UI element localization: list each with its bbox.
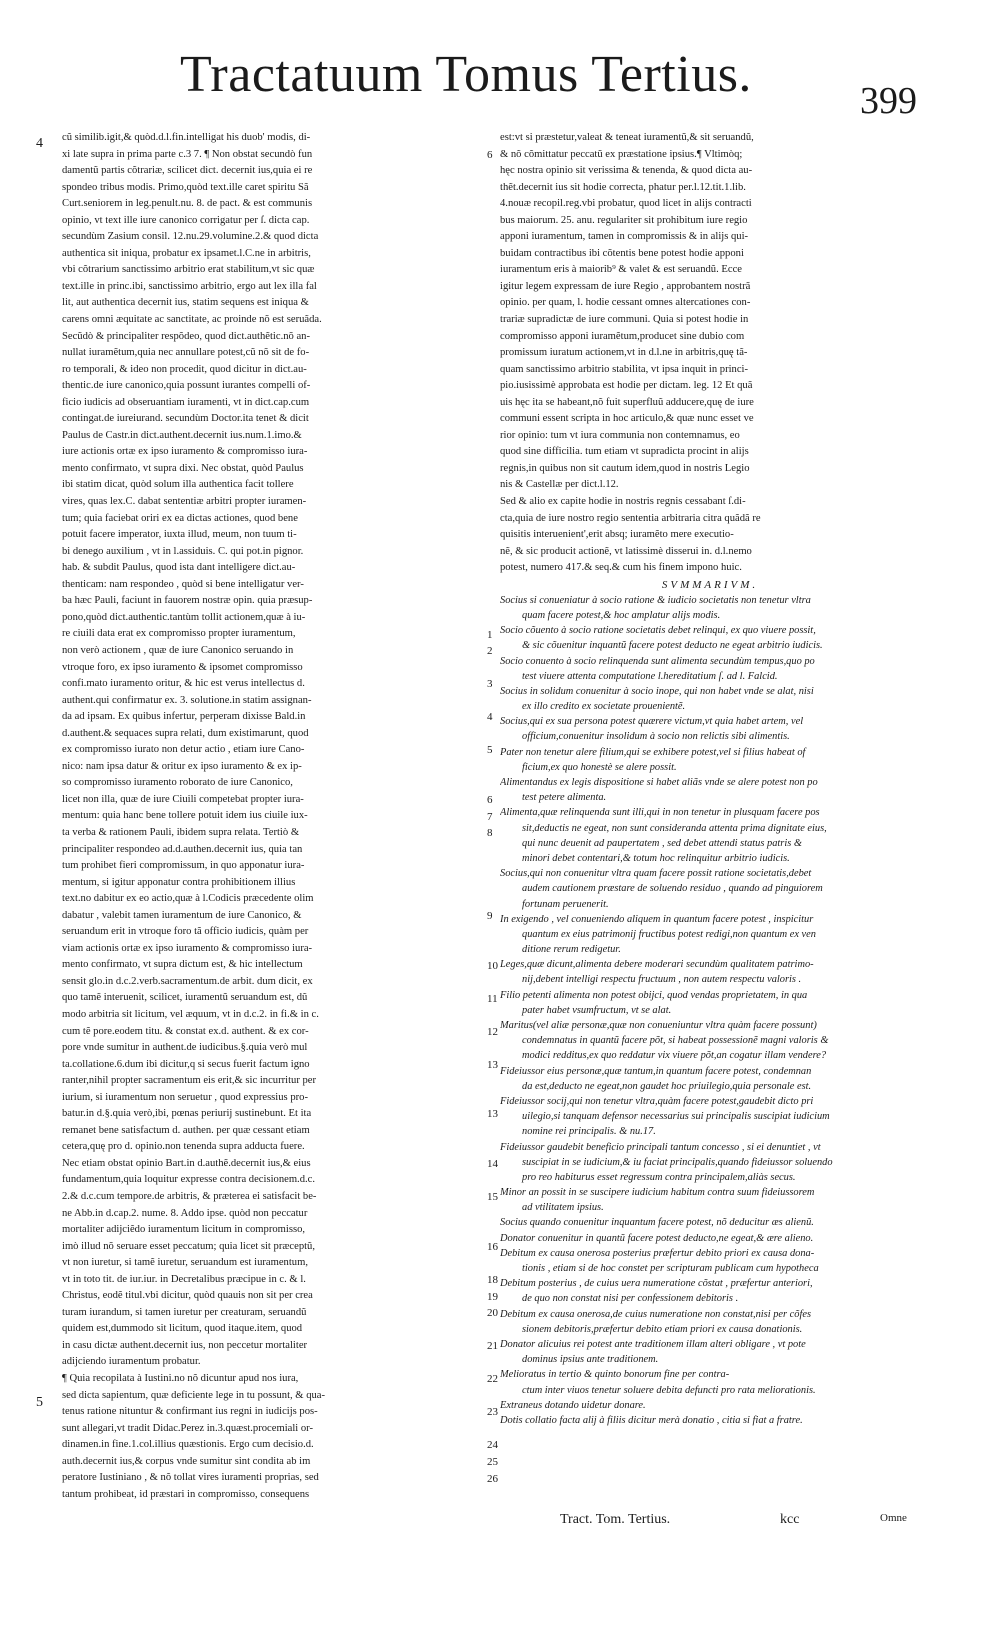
text-line: 4.nouæ recopil.reg.vbi probatur, quod licet in alijs contracti: [500, 198, 752, 210]
summary-line: Minor an possit in se suscipere iudicium habitum contra suum fideiussorem: [500, 1187, 815, 1199]
text-line: pono,quòd dict.authentic.tantùm tollit actionem,quæ à iu-: [62, 611, 306, 623]
text-line: imò illud nõ seruare esset peccatum; quia licet sit præceptũ,: [62, 1240, 315, 1252]
text-line: quam sanctissimo arbitrio stabilita, vt ipsa inquit in princi-: [500, 363, 749, 375]
text-line: vires, quas lex.C. dabat sententiæ arbitri propter iuramen-: [62, 496, 307, 508]
text-line: quod sine difficilia. tum etiam vt supradicta procint in alijs: [500, 446, 749, 458]
text-line: confi.mato iuramento oritur, & hic est verus intellectus d.: [62, 678, 305, 690]
summary-line: Dotis collatio facta alij à filiis dicitur merà donatio , citia si fiat a fratre.: [500, 1414, 803, 1426]
margin-number: 5: [487, 744, 493, 757]
margin-number: 2: [487, 645, 493, 658]
text-line: mentum, si igitur apponatur contra prohibitionem illius: [62, 876, 296, 888]
right-column: [500, 130, 920, 1428]
summary-item: [500, 1215, 920, 1230]
summary-item: [500, 1140, 920, 1186]
text-line: Christus, eodẽ titul.vbi dicitur, quòd quauis non sit per crea: [62, 1290, 313, 1302]
margin-number: 6: [487, 148, 493, 161]
summary-item: [500, 1413, 920, 1428]
text-line: contingat.de iureiurand. secundùm Doctor.ita tenet & dicit: [62, 413, 309, 425]
margin-number: 3: [487, 678, 493, 691]
text-line: tum; quia faciebat oriri ex ea dictas actiones, quod bene: [62, 512, 298, 524]
summary-line: Fideiussor gaudebit beneficio principali tantum concesso , si ei denuntiet , vt: [500, 1141, 821, 1153]
text-line: nis & Castellæ per dict.l.12.: [500, 479, 619, 491]
text-line: ¶ Quia recopilata à Iustini.no nõ dicuntur apud nos iura,: [62, 1373, 299, 1385]
text-line: compromisso apponi iuramẽtum,producet sine dubio com: [500, 330, 745, 342]
summary-item: [500, 1246, 920, 1276]
summary-line: suscipiat in se iudicium,& iu faciat principalis,quando fideiussor soluendo: [522, 1156, 833, 1168]
text-line: adijciendo iuramentum probatur.: [62, 1356, 201, 1368]
text-line: modo arbitria sit licitum, vel æquum, vt in d.c.2. in fi.& in c.: [62, 1008, 319, 1020]
summary-line: tionis , etiam si de hoc constet per scripturam publicam cum hypotheca: [522, 1263, 819, 1275]
summary-line: pater habet vsumfructum, vt se alat.: [522, 1004, 672, 1016]
summary-item: [500, 1094, 920, 1140]
text-line: trariæ supradictæ de iure communi. Quia si potest hodie in: [500, 314, 749, 326]
page-number: 399: [860, 80, 917, 122]
summary-item: [500, 1064, 920, 1094]
text-line: thenticam: nam respondeo , quòd si bene intelligatur ver-: [62, 578, 304, 590]
text-line: damentũ partis cõtrariæ, scilicet dict. decernit ius,quia ei re: [62, 165, 313, 177]
text-line: in casu dictæ authent.decernit ius, non peccetur mortaliter: [62, 1339, 308, 1351]
text-line: vt in toto tit. de iur.iur. in Decretalibus præcipue in c. & l.: [62, 1273, 306, 1285]
summary-line: Fideiussor socij,qui non tenetur vltra,quàm facere potest,gaudebit dicto pri: [500, 1095, 814, 1107]
margin-number: 8: [487, 827, 493, 840]
summary-line: pro reo habiturus esset regressum contra principalem,aliàs secus.: [522, 1171, 796, 1183]
page-title: Tractatuum Tomus Tertius.: [180, 46, 752, 103]
margin-number: 1: [487, 628, 493, 641]
summary-line: Alimentandus ex legis dispositione si habet aliãs vnde se alere potest non po: [500, 777, 818, 789]
summary-line: Debitum posterius , de cuius uera numeratione cõstat , præfertur anteriori,: [500, 1278, 813, 1290]
text-line: est:vt si præstetur,valeat & teneat iuramentũ,& sit seruandũ,: [500, 132, 754, 143]
margin-number: 16: [487, 1240, 498, 1253]
side-mark-top: 4: [36, 136, 43, 151]
text-line: ficio iudicis ad obseruantiam iuramenti, vt in dict.cap.cum: [62, 396, 310, 408]
summary-line: Fideiussor eius personæ,quæ tantum,in quantum facere potest, condemnan: [500, 1065, 812, 1077]
text-line: tenus ratione nituntur & confirmant ius regni in iudicijs pos-: [62, 1406, 318, 1418]
text-line: promissum iuratum actionem,vt in d.l.ne in arbitris,quę tã-: [500, 347, 748, 359]
summary-line: fortunam peruenerit.: [522, 898, 609, 910]
running-head: [180, 40, 752, 110]
margin-number: 13: [487, 1108, 498, 1121]
text-line: remanet bene satisfactum d. authen. per quæ cessant etiam: [62, 1124, 310, 1136]
summary-line: ficium,ex quo honestè se alere possit.: [522, 761, 677, 773]
summary-line: Socius,qui ex sua persona potest quærere victum,vt quia habet artem, vel: [500, 716, 804, 728]
summary-item: [500, 1231, 920, 1246]
text-line: lit, aut authentica decernit ius, statim sequens est iniqua &: [62, 297, 309, 309]
summary-item: [500, 623, 920, 653]
margin-number: 26: [487, 1472, 498, 1485]
text-line: principaliter respondeo ad.d.authen.decernit ius, quia tan: [62, 843, 303, 855]
summary-line: Donator alicuius rei potest ante traditionem illam alteri obligare , vt pote: [500, 1338, 806, 1350]
footer-signature: kcc: [780, 1512, 800, 1527]
margin-number: 23: [487, 1406, 498, 1419]
summary-line: officium,conuenitur insolidum à socio non relictis sibi alimentis.: [522, 731, 790, 743]
footer-running-title: Tract. Tom. Tertius.: [560, 1512, 671, 1527]
summary-line: Socius,qui non conuenitur vltra quam facere possit ratione societatis,debet: [500, 868, 812, 880]
text-line: opinio. per quam, l. hodie cessant omnes altercationes con-: [500, 297, 751, 309]
text-line: pio.iusissimè approbata est hodie per dictam. leg. 12 Et quã: [500, 380, 753, 392]
summary-item: [500, 593, 920, 623]
text-line: thentic.de iure canonico,quia possunt iurantes compelli of-: [62, 380, 311, 392]
text-line: dinamen.in fine.1.col.illius quæstionis. Ergo cum decisio.d.: [62, 1439, 314, 1451]
text-line: sensit glo.in d.c.2.verb.sacramentum.de arbit. dum dicit, ex: [62, 975, 313, 987]
text-line: ta verba & rationem Pauli, ibidem supra relata. Tertiò &: [62, 826, 300, 838]
text-line: auth.decernit ius,& corpus vnde sumitur sint condita ab im: [62, 1455, 311, 1467]
summary-line: Leges,quæ dicunt,alimenta debere moderari secundùm qualitatem patrimo-: [500, 959, 814, 971]
text-line: cta,quia de iure nostro regio sententia arbitraria citra quãdã re: [500, 512, 761, 524]
text-line: authentica sit iniqua, probatur ex ipsamet.l.C.ne in arbitris,: [62, 247, 311, 259]
text-line: vbi cõtrarium sanctissimo arbitrio erat stabilitum,vt sic quæ: [62, 264, 315, 276]
summary-line: quam facere potest,& hoc amplatur alijs modis.: [522, 609, 721, 621]
margin-number: 24: [487, 1439, 498, 1452]
text-line: Sed & alio ex capite hodie in nostris regnis cessabant ſ.di-: [500, 496, 746, 508]
text-line: ta.collatione.6.dum ibi dicitur,q si secus fuerit factum igno: [62, 1058, 310, 1070]
margin-number: 7: [487, 810, 493, 823]
summary-item: [500, 1185, 920, 1215]
summary-item: [500, 1337, 920, 1367]
text-line: quidem est,dummodo sit licitum, quod itaque.item, quod: [62, 1323, 303, 1335]
summary-line: test petere alimenta.: [522, 792, 607, 804]
text-line: Nec etiam obstat opinio Bart.in d.authẽ.decernit ius,& eius: [62, 1157, 311, 1169]
margin-number: 10: [487, 959, 498, 972]
summary-item: [500, 775, 920, 805]
text-line: opinio, vt text ille iure canonico corrigatur per ſ. dicta cap.: [62, 214, 310, 226]
text-line: Paulus de Castr.in dict.authent.decernit ius.num.1.imo.&: [62, 429, 302, 441]
text-line: mortaliter adijciẽdo iuramentum licitum in compromisso,: [62, 1224, 306, 1236]
summary-heading: SVMMARIVM.: [661, 578, 759, 591]
summary-line: Maritus(vel aliæ personæ,quæ non conueniuntur vltra quàm facere possunt): [500, 1020, 817, 1032]
summary-item: [500, 988, 920, 1018]
summary-line: qui nunc deuenit ad paupertatem , sed debet attendi status patris &: [522, 837, 802, 849]
text-line: re ciuili data erat ex compromisso propter iuramentum,: [62, 628, 296, 640]
summary-line: minori debet contentari,& totum hoc relinquitur arbitrio iudicis.: [522, 852, 790, 864]
summary-line: de quo non constat nisi per confessionem debitoris .: [522, 1293, 739, 1305]
summary-line: ditione rerum redigetur.: [522, 944, 621, 956]
text-line: regnis,in quibus non sit cautum idem,quod in nostris Legio: [500, 462, 750, 474]
summary-line: Filio petenti alimenta non potest obijci, quod vendas proprietatem, in qua: [500, 989, 808, 1001]
summary-item: [500, 654, 920, 684]
text-line: mento confirmato, vt supra dixi. Nec obstat, quòd Paulus: [62, 462, 304, 474]
text-line: ranter,nihil propter sacramentum eis erit,& sic incurritur per: [62, 1075, 317, 1087]
summary-line: Debitum ex causa onerosa posterius præfertur debito priori ex causa dona-: [500, 1247, 815, 1259]
text-line: batur.in d.§.quia verò,ibi, pœnas periurij sustinebunt. Et ita: [62, 1108, 312, 1120]
text-line: & nõ cõmittatur peccatũ ex præstatione ipsius.¶ Vltimòq;: [500, 148, 743, 160]
summary-line: & sic cõuenitur inquantũ facere potest deducto ne egeat arbitrio iudicis.: [522, 640, 823, 652]
text-line: cetera,quę pro d. opinio.non tenenda supra adducta fuere.: [62, 1141, 305, 1153]
margin-number: 19: [487, 1290, 498, 1303]
text-line: secundùm Zasium consil. 12.nu.29.volumine.2.& quod dicta: [62, 231, 319, 243]
text-line: hęc nostra opinio sit verissima & tenenda, & quod dicta au-: [500, 165, 753, 177]
text-line: potuit facere imperator, iuxta illud, meum, non tuum ti-: [62, 529, 297, 541]
summary-line: condemnatus in quantũ facere põt, si habeat possessionẽ magni valoris &: [522, 1035, 829, 1047]
margin-number: 18: [487, 1273, 498, 1286]
text-line: vtroque foro, ex ipso iuramento & ipsomet compromisso: [62, 661, 303, 673]
summary-line: test viuere attenta computatione l.hereditatium ſ. ad l. Falcid.: [522, 670, 778, 682]
margin-number: 11: [487, 992, 498, 1005]
text-line: quo tamẽ interuenit, scilicet, iuramentũ seruandum est, dũ: [62, 992, 308, 1004]
summary-line: sit,deductis ne egeat, non sunt consideranda attenta prima dignitate eius,: [522, 822, 827, 834]
summary-item: [500, 714, 920, 744]
summary-line: Socius in solidum conuenitur à socio inope, qui non habet vnde se alat, nisi: [500, 685, 814, 697]
text-line: da ad ipsam. Ex quibus infertur, perperam dixisse Bald.in: [62, 711, 306, 723]
text-line: iurium, si iuramentum non seruetur , quod expressius pro-: [62, 1091, 308, 1103]
summary-line: ctum inter viuos tenetur soluere debita defuncti pro rata meliorationis.: [522, 1384, 816, 1396]
text-line: nẽ, & sic producit actionẽ, vt latissimè disserui in. d.l.nemo: [500, 545, 752, 557]
margin-number: 15: [487, 1191, 498, 1204]
text-line: non verò actionem , quæ de iure Canonico seruando in: [62, 644, 294, 656]
margin-number: 4: [487, 711, 493, 724]
text-line: Curt.seniorem in leg.penult.nu. 8. de pact. & est communis: [62, 198, 313, 210]
text-line: tum prohibet fieri compromissum, in quo apponatur iura-: [62, 860, 305, 872]
margin-number: 12: [487, 1025, 498, 1038]
text-line: mento confirmato, vt supra dictum est, & hic intellectum: [62, 959, 303, 971]
summary-line: sionem debitoris,præfertur debito etiam priori ex causa donationis.: [522, 1323, 803, 1335]
margin-number: 13: [487, 1058, 498, 1071]
margin-number: 6: [487, 794, 493, 806]
margin-number: 14: [487, 1158, 498, 1171]
text-line: thẽt.decernit ius sit hodie correcta, phatur per.l.12.tit.1.lib.: [500, 181, 746, 193]
side-mark-bottom: 5: [36, 1395, 43, 1410]
text-line: dabatur , valebit tamen iuramentum de iure Canonico, &: [62, 909, 302, 921]
text-line: pore vnde sumitur in authent.de iudicibus.§.quia verò mul: [62, 1042, 308, 1054]
text-line: sunt allegari,vt tradit Didac.Perez in.3.quæst.procemiali or-: [62, 1422, 314, 1434]
summary-line: Socius quando conuenitur inquantum facere potest, nõ deducitur æs alienũ.: [500, 1217, 814, 1229]
text-line: so compromisso iuramento roborato de iure Canonico,: [62, 777, 293, 789]
text-line: potest, numero 417.& seq.& cum his finem impono huic.: [500, 562, 742, 574]
text-line: ibi statim dicat, quòd solum illa authentica facit tollere: [62, 479, 294, 491]
summary-item: [500, 1276, 920, 1306]
text-line: carens omni æquitate ac sanctitate, ac proinde nõ est seruãda.: [62, 314, 322, 326]
text-line: authent.qui confirmatur ex. 3. solutione.in statim assignan-: [62, 694, 312, 706]
text-line: vt non iuretur, si tamẽ iuretur, seruandum est iuramentum,: [62, 1257, 308, 1269]
margin-number: 9: [487, 909, 493, 922]
summary-line: Donator conuenitur in quantũ facere potest deducto,ne egeat,& ære alieno.: [500, 1232, 814, 1244]
text-line: hab. & subdit Paulus, quod ista dant intelligere dict.au-: [62, 562, 296, 574]
text-line: spondeo tribus modis. Primo,quòd text.ille caret spiritu Sã: [62, 181, 309, 193]
text-line: tantum prohibeat, id præstari in compromisso, consequens: [62, 1488, 310, 1500]
text-line: bi denego auxilium , vt in l.assiduis. C. qui pot.in pignor.: [62, 545, 304, 557]
text-line: seruandum erit in vtroque foro tã officio iudicis, quàm per: [62, 926, 309, 938]
summary-item: [500, 745, 920, 775]
summary-item: [500, 1018, 920, 1064]
margin-number: 20: [487, 1307, 498, 1320]
summary-line: da est,deducto ne egeat,non gaudet hoc priuilegio,quia personale est.: [522, 1080, 812, 1092]
summary-line: modici redditus,ex quo reddatur vix viuere põt,an cogatur illam vendere?: [522, 1050, 827, 1062]
text-line: text.ille in princ.ibi, sanctissimo arbitrio, ergo aut lex illa fal: [62, 280, 317, 292]
margin-number: 25: [487, 1456, 498, 1468]
summary-line: ad vtilitatem ipsius.: [522, 1202, 604, 1214]
text-line: licet non illa, quæ de iure Ciuili competebat propter iura-: [62, 793, 304, 805]
summary-line: quantum ex eius patrimonij fructibus potest redigi,non quantum ex ven: [522, 928, 816, 940]
text-line: cũ similib.igit,& quòd.d.l.fin.intelligat his duob' modis, di-: [62, 132, 311, 143]
text-line: xi late supra in prima parte c.3 7. ¶ Non obstat secundò fun: [62, 148, 313, 160]
text-line: sed dicta sapientum, quæ deficiente lege in tu possunt, & qua-: [62, 1389, 326, 1401]
summary-line: audem cautionem præstare de soluendo residuo , quando ad pinguiorem: [522, 883, 823, 895]
text-line: iure actionis ortæ ex ipso iuramento & compromisso iura-: [62, 446, 308, 458]
text-line: iuramentum eris à maiorib⁹ & valet & est seruandũ. Ecce: [500, 264, 742, 276]
summary-line: In exigendo , vel conueniendo aliquem in quantum facere potest , inspicitur: [500, 913, 814, 925]
summary-line: ex illo credito ex societate prouenientẽ.: [522, 701, 686, 713]
text-line: rior opinio: tum vt iura communia non contemnamus, eo: [500, 429, 740, 441]
summary-line: nomine rei principalis. & nu.17.: [522, 1126, 656, 1138]
text-line: apponi iuramentum, tamen in compromissis & in alijs qui-: [500, 231, 749, 243]
summary-line: Extraneus dotando uidetur donare.: [500, 1399, 646, 1411]
summary-line: dominus ipsius ante traditionem.: [522, 1354, 659, 1366]
text-line: nico: nam ipsa datur & oritur ex ipso iuramento & ex ip-: [62, 760, 302, 772]
text-line: Secũdò & principaliter respõdeo, quod dict.authẽtic.nõ an-: [62, 330, 310, 342]
summary-item: [500, 1398, 920, 1413]
summary-item: [500, 957, 920, 987]
text-line: d.authent.& sequaces supra relati, dum existimarunt, quod: [62, 727, 309, 739]
summary-item: [500, 866, 920, 912]
summary-line: Socio conuento à socio relinquenda sunt alimenta secundùm tempus,quo po: [500, 655, 815, 667]
summary-item: [500, 912, 920, 958]
summary-line: Debitum ex causa onerosa,de cuius numeratione non constat,nisi per cõfes: [500, 1308, 811, 1320]
text-line: ne Abb.in d.cap.2. nume. 8. Addo ipse. quòd non peccatur: [62, 1207, 308, 1219]
margin-number: 21: [487, 1340, 498, 1353]
summary-line: Melioratus in tertio & quinto bonorum fine per contra-: [500, 1369, 730, 1381]
left-column: [62, 130, 498, 1503]
summary-item: [500, 805, 920, 866]
margin-number: 22: [487, 1373, 498, 1386]
summary-item: [500, 684, 920, 714]
text-line: text.no dabitur ex eo actio,quæ à l.Codicis præcedente olim: [62, 893, 314, 905]
text-line: fundamentum,quia loquitur expresse contra decisionem.d.c.: [62, 1174, 315, 1186]
text-line: mentum: quia hanc bene tollere potuit idem ius ciuile iux-: [62, 810, 308, 822]
text-line: peratore Iustiniano , & nõ tollat vires iuramenti proprias, sed: [62, 1472, 319, 1484]
text-line: ba hæc Pauli, faciunt in fauorem nostræ opin. quia præsup-: [62, 595, 313, 607]
text-line: uis hęc ita se habeant,nõ fuit superfluũ adducere,quę de iure: [500, 396, 754, 408]
footer-catchword: Omne: [880, 1512, 907, 1524]
text-line: turam iurandum, si tamen iuretur per creaturam, seruandũ: [62, 1306, 307, 1318]
text-line: buidam contractibus ibi cõtentis bene potest hodie apponi: [500, 247, 744, 259]
text-line: bus maiorum. 25. anu. regulariter sit prohibitum iure regio: [500, 214, 748, 226]
summary-line: nij,debent intelligi respectu fructuum , non autem respectu valoris .: [522, 974, 802, 986]
text-line: quisitis interuenient',erit absq; iuramẽto mere executio-: [500, 529, 734, 541]
text-line: ro temporali, & ideo non procedit, quod dicitur in dict.au-: [62, 363, 307, 375]
summary-line: Socio cõuento à socio ratione societatis debet relinqui, ex quo viuere possit,: [500, 625, 816, 637]
text-line: cum tẽ pore.eodem titu. & constat ex.d. authent. & ex cor-: [62, 1025, 309, 1037]
summary-line: Socius si conueniatur à socio ratione & iudicio societatis non tenetur vltra: [500, 594, 811, 606]
text-line: viam actionis ortæ ex ipso iuramento & compromisso iura-: [62, 942, 313, 954]
text-line: nullat iuramẽtum,quia nec annullare potest,cũ nõ sit de fo-: [62, 347, 310, 359]
summary-item: [500, 1307, 920, 1337]
text-line: ex compromisso iurato non detur actio , etiam iure Cano-: [62, 744, 305, 756]
summary-line: Alimenta,quæ relinquenda sunt illi,qui in non tenetur in plusquam facere pos: [500, 807, 820, 819]
text-line: communi essent scripta in hoc articulo,& quæ nunc esset ve: [500, 413, 754, 425]
text-line: igitur legem expressam de iure Regio , approbantem nostrã: [500, 280, 751, 292]
text-line: 2.& d.c.cum tempore.de arbitris, & præterea ei satisfacit be-: [62, 1191, 317, 1202]
summary-line: uilegio,si tanquam defensor necessarius sui principalis suscipiat iudicium: [522, 1111, 830, 1123]
summary-line: Pater non tenetur alere filium,qui se exhibere potest,vel si filius habeat of: [500, 746, 806, 758]
summary-item: [500, 1367, 920, 1397]
